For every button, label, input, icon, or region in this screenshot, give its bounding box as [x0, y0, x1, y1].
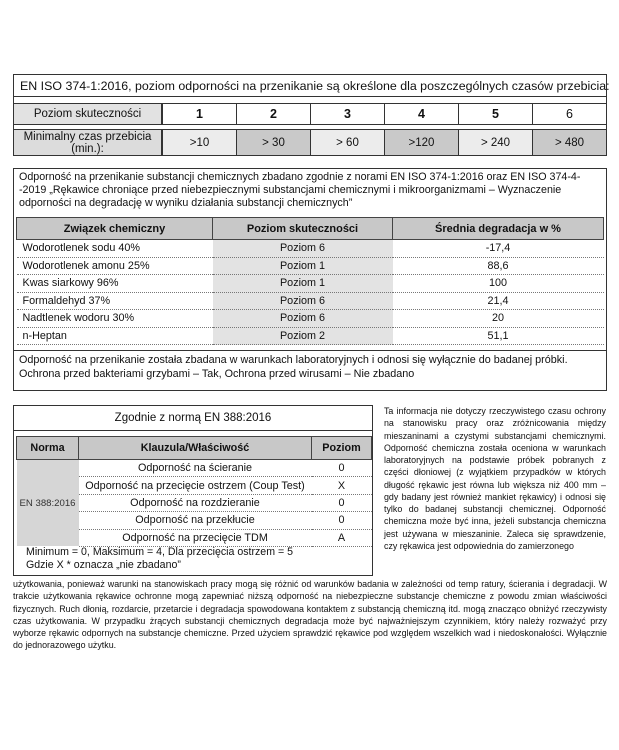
level-cell: 2 [236, 103, 310, 125]
time-cell: >120 [384, 129, 458, 156]
property-cell: Odporność na przecięcie TDM [79, 529, 312, 546]
degradation-table [16, 217, 604, 345]
chemical-degradation: 21,4 [393, 292, 604, 310]
divider [14, 350, 606, 351]
property-cell: Odporność na przekłucie [79, 512, 312, 529]
property-cell: Odporność na ścieranie [79, 460, 312, 477]
chemical-name: Wodorotlenek amonu 25% [17, 257, 213, 275]
breakthrough-title: EN ISO 374-1:2016, poziom odporności na przenikanie są określone dla poszczególnych czasów przebicia: [14, 75, 606, 97]
chemical-level: Poziom 6 [213, 292, 393, 310]
chemical-level: Poziom 2 [213, 327, 393, 345]
level-cell: 4 [384, 103, 458, 125]
time-cell: > 480 [532, 129, 606, 156]
chemical-degradation: 20 [393, 310, 604, 328]
en388-footnote-x: Gdzie X * oznacza „nie zbadano” [26, 559, 181, 571]
breakthrough-time-header: Minimalny czas przebicia (min.): [14, 129, 162, 156]
chemical-degradation: -17,4 [393, 240, 604, 258]
level-cell: 3 [310, 103, 384, 125]
level-cell: A [312, 529, 372, 546]
level-cell: 1 [162, 103, 236, 125]
level-cell: X [312, 477, 372, 494]
performance-level-header: Poziom skuteczności [14, 103, 162, 125]
usage-paragraph: użytkowania, ponieważ warunki na stanowiskach pracy mogą się różnić od warunków badania w zależności od temp ratury, ścierania i degradacji. W trakcie użytkowania rękawice ochronne mogą zapewniać niższą odporność na niebezpieczne substancje chemiczne z powodu zmian właściwości fizycznych. Ruch dłonią, rozdarcie, przetarcie i degradacja spowodowana kontaktem z substancją chemiczną itd. mogą znacząco obniżyć rzeczywisty czas użytkowania. W przypadku żrących substancji chemicznych degradacja może być najważniejszym czynnikiem, który należy rozważyć przy wyborze rękawic odpornych na substancje chemiczne. Przed użyciem sprawdzić rękawice pod względem wszelkich wad i niedoskonałości. Wyłącznie do jednorazowego użytku. [13, 579, 607, 651]
chemical-degradation: 88,6 [393, 257, 604, 275]
time-cell: >10 [162, 129, 236, 156]
table-row [17, 327, 604, 345]
en388-footnote-scale: Minimum = 0, Maksimum = 4, Dla przecięcia ostrzem = 5 [26, 546, 293, 558]
level-cell: 0 [312, 512, 372, 529]
en388-caption: Zgodnie z normą EN 388:2016 [14, 406, 372, 431]
chemical-name: Formaldehyd 37% [17, 292, 213, 310]
level-cell: 5 [458, 103, 532, 125]
column-header-norm: Norma [17, 437, 79, 460]
level-cell: 0 [312, 494, 372, 511]
chemical-degradation: 51,1 [393, 327, 604, 345]
column-header-chemical: Związek chemiczny [17, 218, 213, 240]
level-cell: 6 [532, 103, 606, 125]
table-row [17, 292, 604, 310]
chemical-name: n-Heptan [17, 327, 213, 345]
chemical-degradation: 100 [393, 275, 604, 293]
table-row [17, 460, 372, 477]
breakthrough-time-row [14, 129, 606, 156]
table-row [17, 310, 604, 328]
en388-box [13, 405, 373, 576]
table-row [17, 257, 604, 275]
column-header-level: Poziom skuteczności [213, 218, 393, 240]
column-header-degradation: Średnia degradacja w % [393, 218, 604, 240]
chemical-level: Poziom 6 [213, 310, 393, 328]
chemical-name: Nadtlenek wodoru 30% [17, 310, 213, 328]
performance-level-row [14, 103, 606, 125]
degradation-note: Odporność na przenikanie została zbadana w warunkach laboratoryjnych i odnosi się wyłącznie do badanej próbki. Ochrona przed bakteriami grzybami – Tak, Ochrona przed wirusami – Nie zbadano [19, 354, 568, 380]
time-cell: > 30 [236, 129, 310, 156]
property-cell: Odporność na rozdzieranie [79, 494, 312, 511]
column-header-property: Klauzula/Właściwość [79, 437, 312, 460]
chemical-level: Poziom 1 [213, 275, 393, 293]
en388-footnote [26, 546, 293, 572]
chemical-level: Poziom 1 [213, 257, 393, 275]
time-cell: > 60 [310, 129, 384, 156]
property-cell: Odporność na przecięcie ostrzem (Coup Test) [79, 477, 312, 494]
norm-cell: EN 388:2016 [17, 460, 79, 547]
en388-table [16, 436, 372, 547]
table-row [17, 275, 604, 293]
info-paragraph: Ta informacja nie dotyczy rzeczywistego czasu ochrony na stanowisku pracy oraz zróżnicowania między mieszaninami a czystymi substancjami chemicznymi. Odporność chemiczna została oceniona w warunkach laboratoryjnych na podstawie próbek pobranych z części dłoniowej (z wyjątkiem przypadków w których długość rękawic jest równa lub większa niż 400 mm – gdy badany jest również mankiet rękawicy) i odnosi się tylko do badanej substancji chemicznej. Odporność chemiczna może być inna, jeżeli substancja chemiczna jest używana w mieszaninie. Zaleca się sprawdzenie, czy rękawica jest odpowiednia do zamierzonego [384, 406, 606, 551]
chemical-name: Kwas siarkowy 96% [17, 275, 213, 293]
time-cell: > 240 [458, 129, 532, 156]
chemical-level: Poziom 6 [213, 240, 393, 258]
table-row [17, 240, 604, 258]
degradation-intro: Odporność na przenikanie substancji chemicznych zbadano zgodnie z norami EN ISO 374-1:2016 oraz EN ISO 374-4--2019 „Rękawice chroniące przed niebezpiecznymi substancjami chemicznymi i mikroorganizmami – Wyznaczenie odporności na degradację w wyniku działania substancji chemicznych” [19, 171, 581, 209]
chemical-degradation-box [13, 168, 607, 391]
level-cell: 0 [312, 460, 372, 477]
chemical-name: Wodorotlenek sodu 40% [17, 240, 213, 258]
column-header-level: Poziom [312, 437, 372, 460]
breakthrough-levels-box [13, 74, 610, 156]
